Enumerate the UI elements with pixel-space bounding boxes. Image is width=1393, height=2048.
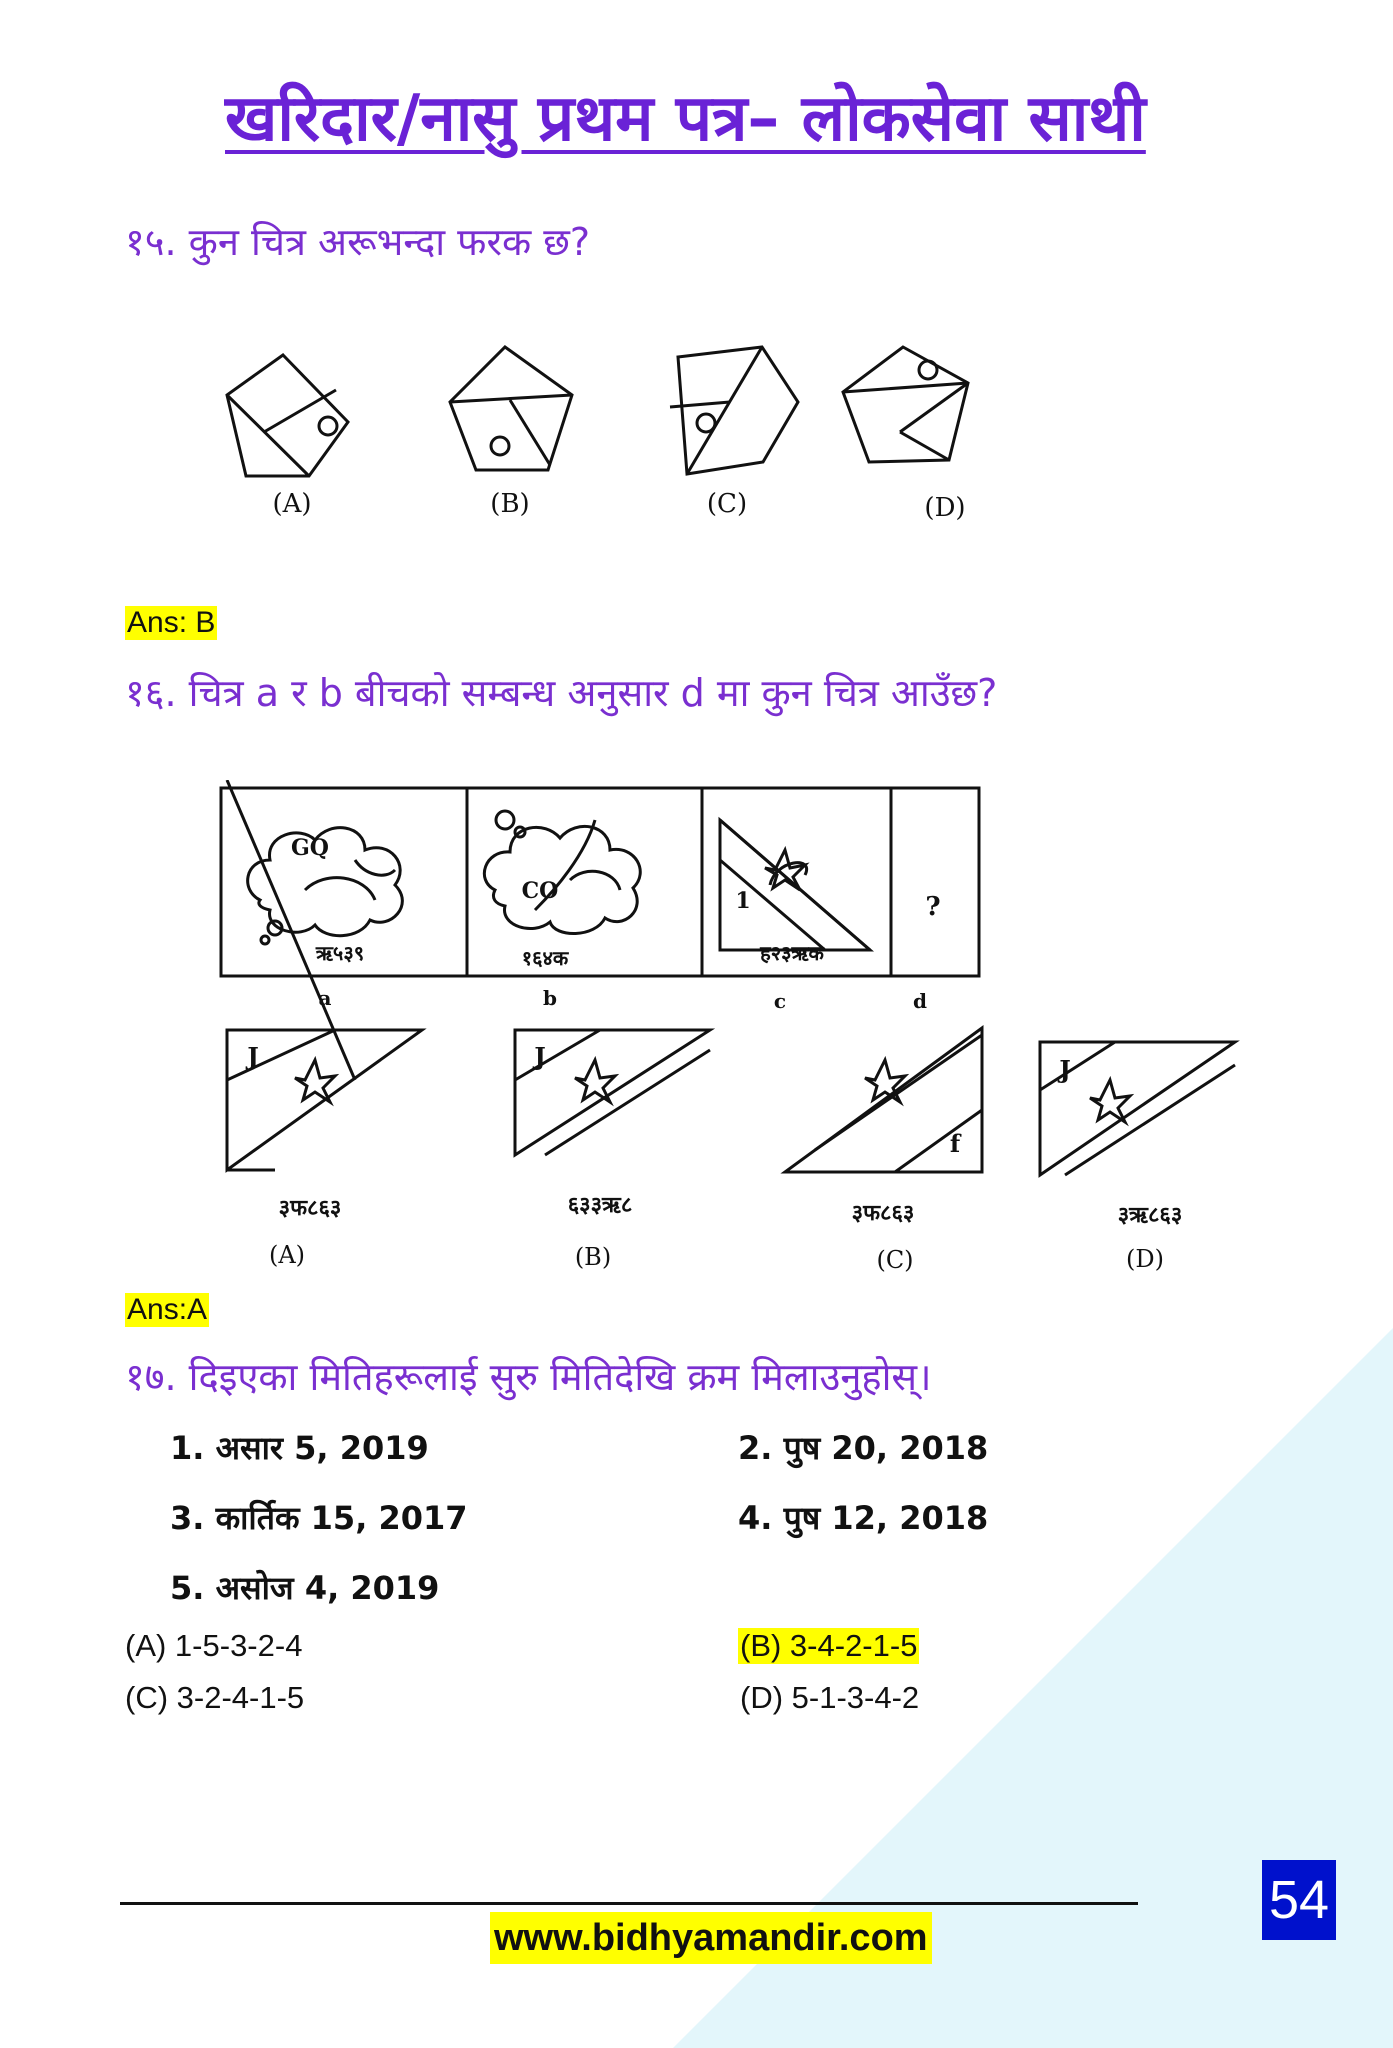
q16-option-d: (D): [1126, 1245, 1164, 1273]
q17-option-b-correct: (B) 3-4-2-1-5: [740, 1628, 918, 1663]
answer-16: Ans:A: [127, 1293, 208, 1326]
option-b-mark: J: [534, 1042, 546, 1071]
panel-c-text: 1: [735, 888, 751, 914]
footer-divider: [120, 1902, 1138, 1905]
panel-label-c: c: [773, 989, 787, 1013]
panel-b-text: CO: [521, 878, 559, 904]
panel-label-a: a: [318, 986, 332, 1010]
q16-option-b: (B): [574, 1243, 612, 1271]
q16-option-c: (C): [876, 1246, 914, 1274]
q15-shape-a: [227, 355, 348, 476]
option-c-caption: ३फ८६३: [851, 1200, 915, 1226]
answer-15: Ans: B: [127, 606, 216, 639]
q15-option-b: (B): [490, 489, 530, 519]
question-15: १५. कुन चित्र अरूभन्दा फरक छ?: [125, 220, 591, 264]
panel-label-d: d: [913, 989, 927, 1013]
q15-option-d: (D): [924, 493, 966, 523]
option-a-mark: J: [247, 1042, 259, 1071]
q15-shape-d: [843, 347, 968, 462]
q17-option-a: (A) 1-5-3-2-4: [125, 1628, 303, 1663]
panel-d-text: ?: [925, 892, 941, 922]
panel-a-text: GQ: [291, 835, 329, 861]
option-d-mark: J: [1059, 1055, 1071, 1084]
question-16: १६. चित्र a र b बीचको सम्बन्ध अनुसार d मा कुन चित्र आउँछ?: [125, 671, 998, 715]
q15-shape-c: [670, 347, 798, 474]
q15-option-c: (C): [706, 489, 748, 519]
panel-label-b: b: [543, 986, 557, 1010]
q16-option-a: (A): [268, 1241, 306, 1269]
date-item-2: 2. पुष 20, 2018: [738, 1429, 989, 1467]
q17-option-c: (C) 3-2-4-1-5: [125, 1680, 305, 1715]
q16-figures: [215, 780, 1295, 1285]
page-title: खरिदार/नासु प्रथम पत्र– लोकसेवा साथी: [225, 82, 1146, 156]
date-item-4: 4. पुष 12, 2018: [738, 1499, 989, 1537]
date-item-5: 5. असोज 4, 2019: [170, 1569, 440, 1607]
q17-option-d: (D) 5-1-3-4-2: [740, 1680, 920, 1715]
panel-c-caption: ह२३ऋक: [760, 941, 824, 965]
q15-figures: [200, 330, 1080, 530]
website-link[interactable]: www.bidhyamandir.com: [490, 1912, 932, 1964]
option-b-caption: ६३३ऋ८: [567, 1192, 633, 1218]
option-c-mark: f: [949, 1129, 961, 1158]
date-item-1: 1. असार 5, 2019: [170, 1429, 429, 1467]
page-number: 54: [1262, 1860, 1336, 1940]
panel-a-caption: ऋ५३९: [315, 941, 365, 965]
q15-option-a: (A): [272, 489, 312, 519]
q15-shape-b: [450, 347, 572, 470]
option-a-caption: ३फ८६३: [278, 1195, 342, 1221]
date-item-3: 3. कार्तिक 15, 2017: [170, 1499, 468, 1537]
panel-b-caption: १६४क: [521, 946, 569, 970]
question-17: १७. दिइएका मितिहरूलाई सुरु मितिदेखि क्रम मिलाउनुहोस्।: [125, 1355, 932, 1399]
option-d-caption: ३ऋ८६३: [1117, 1202, 1183, 1228]
